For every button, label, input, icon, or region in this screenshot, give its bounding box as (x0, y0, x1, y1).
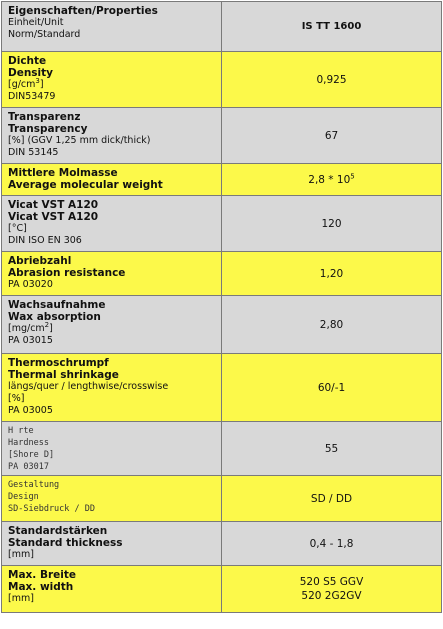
properties-table (1, 1, 442, 613)
table-row-max-width (2, 566, 442, 613)
property-unit: [mm] (8, 593, 34, 604)
property-name-de: Wachsaufnahme (8, 299, 106, 311)
header-norm: Norm/Standard (8, 29, 81, 40)
property-value: 0,4 - 1,8 (309, 537, 354, 550)
product-name: IS TT 1600 (301, 20, 362, 32)
row-value-cell (222, 522, 442, 565)
property-name-de: Mittlere Molmasse (8, 167, 118, 179)
property-name-en: Wax absorption (8, 311, 101, 323)
row-label-cell (2, 252, 222, 295)
row-label-cell (2, 476, 222, 521)
property-unit: [mm] (8, 549, 34, 560)
property-name-en: Average molecular weight (8, 179, 163, 191)
property-name-de: Transparenz (8, 111, 81, 123)
row-label-cell (2, 108, 222, 163)
row-label-cell (2, 196, 222, 251)
row-value-cell (222, 354, 442, 421)
row-label-cell (2, 422, 222, 475)
table-row-design (2, 476, 442, 522)
property-name-en: Standard thickness (8, 537, 123, 549)
property-name-de: H rte (8, 426, 34, 436)
property-name-de: Max. Breite (8, 569, 76, 581)
property-description: längs/quer / lengthwise/crosswise (8, 381, 169, 392)
row-value-cell (222, 566, 442, 612)
table-row-vicat (2, 196, 442, 252)
property-name-en: Thermal shrinkage (8, 369, 119, 381)
row-value-cell (222, 476, 442, 521)
property-name-de: Vicat VST A120 (8, 199, 99, 211)
row-value-cell (222, 422, 442, 475)
property-unit: $[g/cm^3]$ (8, 76, 44, 90)
row-label-cell (2, 354, 222, 421)
property-value: 67 (324, 129, 339, 142)
property-norm: PA 03017 (8, 462, 49, 472)
property-name-de: Dichte (8, 55, 47, 67)
table-row-abrasion (2, 252, 442, 296)
row-label-cell (2, 164, 222, 195)
table-row-hardness (2, 422, 442, 476)
property-name-de: Standardstärken (8, 525, 108, 537)
property-unit: [%] (8, 393, 25, 404)
property-norm: PA 03015 (8, 335, 53, 346)
header-product-cell (222, 2, 442, 51)
property-name-en: Abrasion resistance (8, 267, 126, 279)
property-name-de: Abriebzahl (8, 255, 72, 267)
row-label-cell (2, 522, 222, 565)
property-description: SD-Siebdruck / DD (8, 504, 95, 514)
row-value-cell (222, 164, 442, 195)
property-name-en: Vicat VST A120 (8, 211, 99, 223)
property-name-en: Transparency (8, 123, 88, 135)
property-value-2: 520 2G2GV (301, 590, 362, 602)
property-name-en: Density (8, 67, 54, 79)
table-row-thermal-shrinkage (2, 354, 442, 422)
table-row-wax-absorption (2, 296, 442, 354)
property-name-en: Design (8, 492, 39, 502)
row-label-cell (2, 296, 222, 353)
header-label-cell (2, 2, 222, 51)
header-unit: Einheit/Unit (8, 17, 64, 28)
row-value-cell (222, 252, 442, 295)
property-name-en: Hardness (8, 438, 49, 448)
row-label-cell (2, 566, 222, 612)
property-unit: [%] (GGV 1,25 mm dick/thick) (8, 135, 151, 146)
property-unit: $[mg/cm^2]$ (8, 320, 53, 334)
table-row-density (2, 52, 442, 108)
header-title: Eigenschaften/Properties (8, 5, 158, 17)
property-norm: DIN53479 (8, 91, 56, 102)
property-name-de: Gestaltung (8, 480, 60, 490)
property-value: 2,80 (319, 318, 344, 331)
property-value: SD / DD (310, 492, 353, 505)
property-name-de: Thermoschrumpf (8, 357, 109, 369)
property-norm: PA 03020 (8, 279, 53, 290)
table-header-row (2, 2, 442, 52)
property-value: 60/-1 (317, 381, 346, 394)
row-value-cell (222, 108, 442, 163)
row-label-cell (2, 52, 222, 107)
property-norm: PA 03005 (8, 405, 53, 416)
property-norm: DIN ISO EN 306 (8, 235, 82, 246)
property-value-1: 520 S5 GGV (299, 576, 364, 588)
property-value: 120 (321, 217, 342, 230)
property-value: 55 (324, 442, 339, 455)
property-norm: DIN 53145 (8, 147, 59, 158)
row-value-cell (222, 196, 442, 251)
property-value: $2,8 * 10^5$ (308, 172, 355, 186)
property-value: 0,925 (316, 73, 347, 86)
property-name-en: Max. width (8, 581, 74, 593)
property-unit: [°C] (8, 223, 27, 234)
row-value-cell (222, 296, 442, 353)
row-value-cell (222, 52, 442, 107)
table-row-molecular-weight (2, 164, 442, 196)
table-row-transparency (2, 108, 442, 164)
table-row-standard-thickness (2, 522, 442, 566)
property-unit: [Shore D] (8, 450, 55, 460)
property-value: 1,20 (319, 267, 344, 280)
